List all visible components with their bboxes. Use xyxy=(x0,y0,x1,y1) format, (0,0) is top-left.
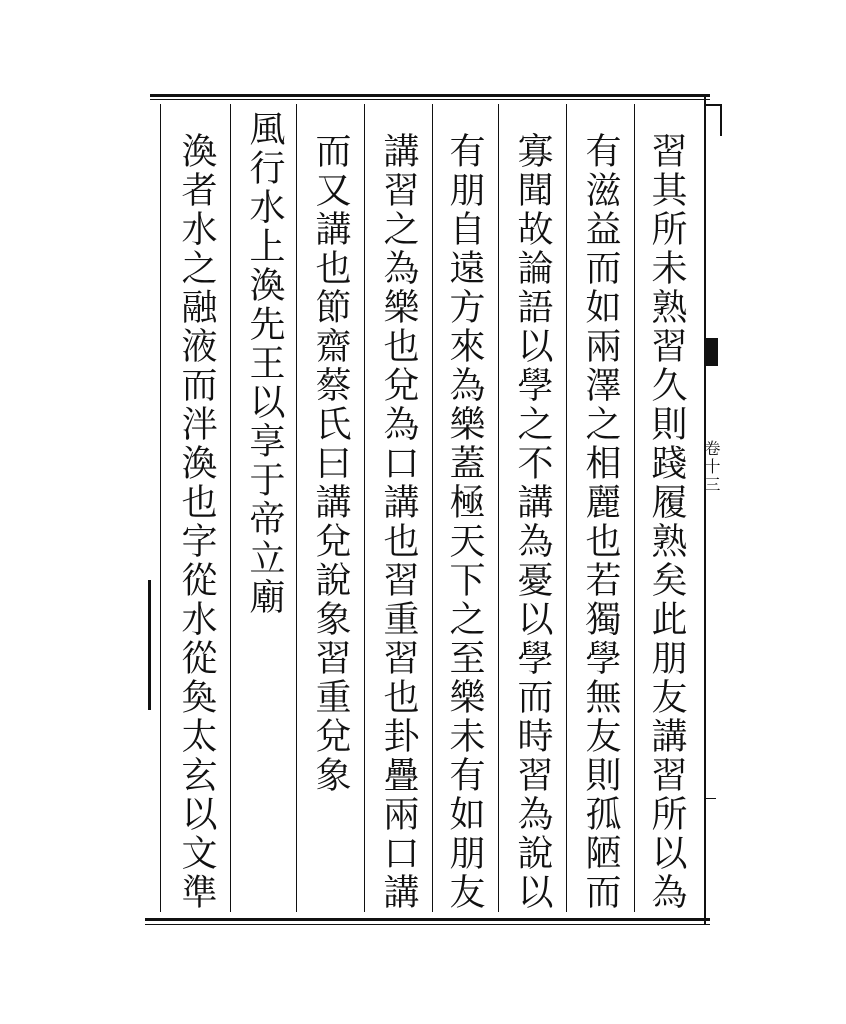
margin-glyph xyxy=(706,104,722,136)
text-column-6: 而又講也節齋蔡氏曰講兌說象習重兌象 xyxy=(310,132,351,795)
column-divider xyxy=(566,104,567,912)
column-divider xyxy=(634,104,635,912)
column-divider xyxy=(160,104,161,912)
text-column-1: 習其所未熟習久則踐履熟矣此朋友講習所以為 xyxy=(646,132,687,912)
column-divider xyxy=(364,104,365,912)
text-column-7: 風行水上渙先王以享于帝立廟 xyxy=(244,110,285,617)
column-divider xyxy=(498,104,499,912)
bottom-border-inner xyxy=(145,924,710,925)
bottom-border xyxy=(145,918,710,921)
text-column-8: 渙者水之融液而泮渙也字從水從奐太玄以文準 xyxy=(176,132,217,912)
text-column-2: 有滋益而如兩澤之相麗也若獨學無友則孤陋而 xyxy=(580,132,621,912)
text-column-3: 寡聞故論語以學之不講為憂以學而時習為說以 xyxy=(512,132,553,912)
column-divider xyxy=(296,104,297,912)
top-border xyxy=(150,94,710,97)
fish-tail-mark xyxy=(706,338,718,366)
column-divider xyxy=(432,104,433,912)
juan-number: 卷十三 xyxy=(702,440,721,494)
text-column-4: 有朋自遠方來為樂蓋極天下之至樂未有如朋友 xyxy=(444,132,485,912)
right-border xyxy=(704,94,706,924)
text-column-5: 講習之為樂也兌為口講也習重習也卦疊兩口講 xyxy=(378,132,419,912)
margin-line xyxy=(706,798,716,799)
column-divider xyxy=(230,104,231,912)
top-border-inner xyxy=(150,99,710,100)
left-border xyxy=(148,580,151,710)
